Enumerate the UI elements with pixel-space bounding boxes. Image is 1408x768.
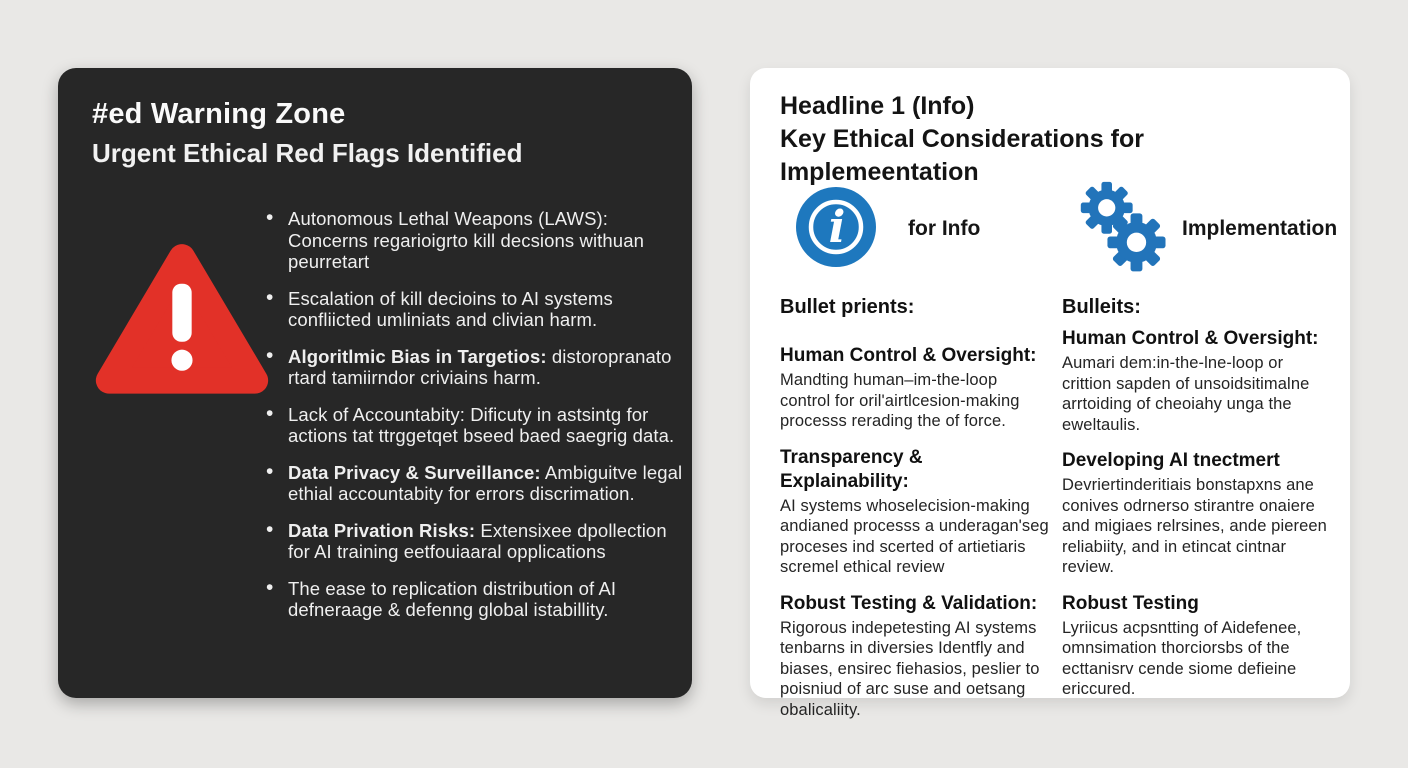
warning-bullet-item (264, 288, 684, 331)
section-body: AI systems whoselecision-making andianed processs a underagan'seg proceses ind scerted of artietiaris scremel ethical review (780, 496, 1049, 576)
column-left-header: Bullet prients: (780, 296, 915, 318)
bullet-lead-text: Data Privacy & Surveillance: (288, 461, 541, 483)
bullet-body-text: Ambiguitve legal ethial accountabity for errors discrimation. (288, 461, 683, 504)
warning-bullet-item (264, 208, 684, 273)
column-right-header: Bulleits: (1062, 296, 1141, 318)
info-section (780, 344, 1050, 432)
section-heading: Transparency & Explainability: (780, 446, 923, 492)
bullet-body-text: Dificuty in astsintg for actions tat ttrggetqet bseed baed saegrig data. (288, 403, 675, 446)
info-section (780, 446, 1050, 578)
column-right-sections (1062, 327, 1328, 700)
bullet-body-text: distoropranato rtard tamiirndor criviains harm. (288, 345, 672, 388)
info-card (750, 68, 1350, 719)
info-section (780, 592, 1050, 721)
bullet-lead-text: Autonomous Lethal Weapons (LAWS): (288, 208, 609, 229)
headline-line1: Headline 1 (Info) (780, 92, 975, 120)
section-body: Lyriicus acpsntting of Aidefenee, omnsimation thorciorsbs of the ecttanisrv cende siome defieine ericcured. (1062, 618, 1302, 698)
bullet-body-text: Extensixee dpollection for AI training eetfouiaaral opplications (288, 519, 667, 562)
bullet-lead-text: Algoritlmic Bias in Targetios: (288, 345, 547, 367)
info-icon-label: for Info (908, 217, 981, 240)
bullet-body-text: The ease to replication distribution of AI defneraage & defenng global istabillity. (288, 577, 617, 620)
column-left-sections (780, 344, 1050, 720)
info-card-header (780, 90, 1325, 189)
bullet-lead-text: Lack of Accountabity: (288, 403, 465, 425)
svg-text:i: i (828, 202, 846, 253)
warning-triangle-icon (94, 238, 270, 398)
warning-bullet-item (264, 346, 684, 389)
info-section (1062, 449, 1328, 578)
warning-bullet-item (264, 404, 684, 447)
section-body: Devriertinderitiais bonstapxns ane conives odrnerso stirantre onaiere and migiaes relrsines, ande piereen reliabiity, and in etincat cintnar review. (1062, 476, 1327, 576)
warning-card-subtitle: Urgent Ethical Red Flags Identified (92, 138, 523, 168)
info-icon (795, 186, 877, 268)
headline-line2: Key Ethical Considerations for Implemeentation (780, 125, 1144, 186)
section-body: Mandting human–im-the-loop control for oril'airtlcesion-making processs rerading the of force. (780, 371, 1020, 430)
warning-bullet-item (264, 578, 684, 621)
info-column-right (1062, 296, 1328, 714)
gears-icon (1076, 178, 1172, 276)
warning-bullet-list (264, 208, 684, 636)
info-section (1062, 592, 1328, 700)
section-body: Aumari dem:in-the-lne-loop or crittion sapden of unsoidsitimalne arrtoiding of cheoiahy unga the eweltaulis. (1062, 354, 1310, 434)
bullet-lead-text: Data Privation Risks: (288, 519, 476, 541)
section-heading: Developing AI tnectmert (1062, 450, 1280, 471)
implementation-icon-label: Implementation (1182, 217, 1338, 240)
section-heading: Robust Testing (1062, 592, 1199, 614)
info-section (1062, 327, 1328, 435)
section-body: Rigorous indepetesting AI systems tenbarns in diversies Identfly and biases, ensirec fiehasios, peslier to poisniud of arc suse and oetsang obalicaliity. (780, 618, 1040, 719)
section-heading: Human Control & Oversight: (780, 345, 1037, 366)
bullet-body-text: Concerns regarioigrto kill decsions withuan peurretart (288, 229, 644, 272)
section-heading: Human Control & Oversight: (1062, 328, 1319, 349)
warning-card-header (92, 94, 652, 172)
bullet-body-text: Escalation of kill decioins to AI systems confliicted umliniats and clivian harm. (288, 287, 613, 330)
section-heading: Robust Testing & Validation: (780, 592, 1038, 614)
warning-card-title: #ed Warning Zone (92, 98, 346, 130)
warning-bullet-item (264, 462, 684, 505)
info-column-left (780, 296, 1050, 734)
warning-zone-card (58, 68, 692, 698)
warning-bullet-item (264, 520, 684, 563)
